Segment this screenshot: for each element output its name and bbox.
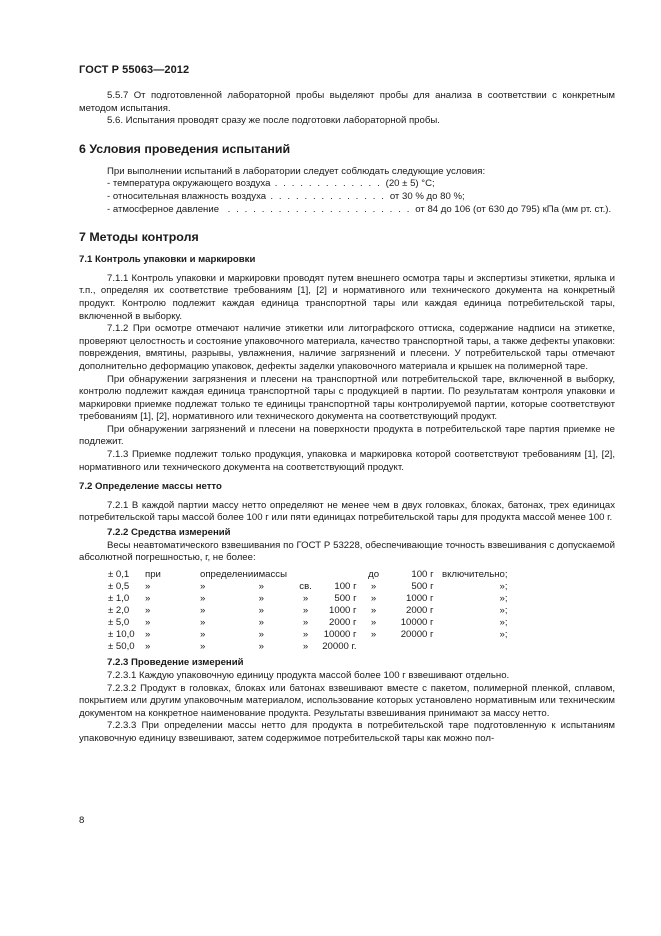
tolerance-cell: » (370, 605, 377, 617)
tolerance-cell: » (200, 580, 206, 592)
tolerance-cell (320, 569, 361, 581)
tolerance-cell: » (370, 629, 377, 641)
tolerance-cell: 20000 г. (322, 641, 357, 653)
tolerance-cell (292, 569, 320, 581)
tolerance-row (108, 581, 508, 593)
paragraph-7-1-2-b: При обнаружении загрязнения и плесени на транспортной или потребительской таре, включенной в выборку, контролю подлежит каждая единица транспортной тары с продукцией в партии. По результатам контроля упаковки и маркировки приемке подлежат только те единицы транспортной тары контролируемой партии, которые соответствуют требованиям [1], [2], нормативного или технического документа на соответствующий продукт. (79, 373, 615, 423)
tolerance-cell: » (200, 629, 206, 641)
tolerance-cell: включительно; (442, 568, 508, 580)
condition-dots: . . . . . . . . . . . . . (270, 178, 386, 190)
tolerance-cell: » (200, 593, 206, 604)
paragraph-7-2-3-2: 7.2.3.2 Продукт в головках, блоках или батонах взвешивают вместе с пакетом, полимерной пленкой, сплавом, покрытием или другим упаковочным материалом, использование которых установлено нормативным или техническим документом на конкретное наименование продукта. Результаты взвешивания принимают за массу нетто. (79, 682, 615, 719)
tolerance-cell: » (200, 641, 206, 653)
tolerance-row (108, 605, 508, 617)
tolerance-cell: » (200, 605, 206, 617)
tolerance-cell: » (145, 580, 151, 592)
tolerance-cell: ± 1,0 (108, 593, 130, 604)
tolerance-cell: »; (499, 605, 508, 617)
paragraph-7-2-3-1: 7.2.3.1 Каждую упаковочную единицу продукта массой более 100 г взвешивают отдельно. (107, 670, 510, 682)
paragraph-7-2-3-3: 7.2.3.3 При определении массы нетто для продукта в потребительской таре подготовленную к испытаниям упаковочную единицу взвешивают, затем содержимое потребительской тары как можно пол- (79, 720, 615, 745)
page-content (79, 90, 615, 746)
tolerance-cell: » (145, 605, 151, 617)
tolerance-cell: » (370, 593, 377, 604)
tolerance-row (108, 569, 508, 581)
paragraph-5-5-7: 5.5.7 От подготовленной лабораторной пробы выделяют пробы для анализа в соответствии с конкретным методом испытания. (79, 90, 615, 114)
condition-value: от 30 % до 80 %; (389, 190, 465, 202)
tolerance-row (108, 617, 508, 629)
section-6-title: 6 Условия проведения испытаний (79, 141, 291, 156)
conditions-list (79, 178, 615, 216)
tolerance-cell: » (370, 580, 377, 592)
tolerance-cell: 100 г (334, 580, 357, 592)
tolerance-cell: » (302, 629, 309, 641)
tolerance-cell (438, 641, 508, 653)
tolerance-cell: ± 10,0 (108, 629, 135, 641)
tolerance-cell: » (200, 617, 206, 629)
section-7-1-title: 7.1 Контроль упаковки и маркировки (79, 254, 256, 266)
tolerance-cell: 2000 г (329, 617, 357, 629)
paragraph-7-1-1: 7.1.1 Контроль упаковки и маркировки проводят путем внешнего осмотра тары и экспертизы этикетки, ярлыка и т.п., определяя их соответствие требованиям [1], [2] и нормативного или технического документа на конкретный продукт. Контролю подлежит каждая единица транспортной тары или каждая единица потребительской тары, включенной в выборку. (79, 272, 615, 322)
paragraph-7-2-1: 7.2.1 В каждой партии массу нетто определяют не менее чем в двух головках, блоках, батонах, трех единицах потребительской тары массой более 100 г или пяти единицах потребительской тары для продукта массой менее 100 г. (79, 499, 615, 524)
section-7-2-title: 7.2 Определение массы нетто (79, 481, 222, 493)
tolerance-cell: 1000 г (406, 593, 434, 604)
tolerance-row (108, 593, 508, 605)
tolerance-cell: определении (200, 568, 259, 580)
tolerance-cell: св. (299, 580, 312, 592)
tolerance-row (108, 629, 508, 641)
conditions-lead: При выполнении испытаний в лаборатории следует соблюдать следующие условия: (107, 165, 486, 177)
tolerance-cell: » (302, 605, 309, 617)
condition-value: от 84 до 106 (от 630 до 795) кПа (мм рт. ст.). (415, 203, 612, 215)
condition-pressure (107, 204, 615, 217)
tolerance-cell: » (370, 617, 377, 629)
tolerance-cell: ± 2,0 (108, 605, 130, 617)
tolerance-cell: при (145, 568, 161, 580)
tolerance-cell: »; (499, 629, 508, 641)
tolerance-cell: ± 50,0 (108, 641, 135, 653)
condition-label: - атмосферное давление (107, 203, 220, 215)
paragraph-7-1-3: 7.1.3 Приемке подлежит только продукция, упаковка и маркировка которой соответствуют требованиям [1], [2], нормативного или технического документа на соответствующий продукт. (79, 449, 615, 473)
tolerance-cell: 100 г (411, 568, 434, 580)
tolerance-cell: ± 0,1 (108, 568, 130, 580)
paragraph-7-2-2: Весы неавтоматического взвешивания по ГОСТ Р 53228, обеспечивающие точность взвешивания с допускаемой абсолютной погрешностью, г, не более: (79, 539, 615, 564)
tolerance-cell: ± 0,5 (108, 580, 130, 592)
tolerance-cell: 2000 г (406, 605, 434, 617)
tolerance-cell: » (258, 617, 264, 629)
paragraph-7-1-2: 7.1.2 При осмотре отмечают наличие этикетки или литографского оттиска, содержание надписи на этикетке, проверяют целостность и состояние упаковочного материала, качество транспортной тары, а также дефекты упаковки: повреждения, вмятины, разрывы, увлажнения, наличие загрязнений и плесени. У потребительской тары отмечают дополнительно деформацию упаковок, дефекты заделки упаковочного материала и крышек на полимерной таре. (79, 323, 615, 372)
tolerance-cell: » (302, 641, 309, 653)
document-header: ГОСТ Р 55063—2012 (79, 64, 190, 76)
tolerance-cell: 500 г (411, 580, 434, 592)
tolerance-cell: 1000 г (329, 605, 357, 617)
tolerance-table (108, 569, 508, 654)
tolerance-row (108, 641, 508, 653)
condition-dots: . . . . . . . . . . . . . . (266, 190, 390, 202)
tolerance-cell (387, 641, 438, 653)
tolerance-cell: »; (499, 593, 508, 604)
tolerance-cell: » (258, 593, 264, 604)
condition-label: - температура окружающего воздуха (107, 178, 271, 190)
condition-label: - относительная влажность воздуха (107, 190, 267, 202)
section-7-title: 7 Методы контроля (79, 230, 199, 245)
tolerance-cell: » (302, 617, 309, 629)
tolerance-cell: » (258, 580, 264, 592)
tolerance-cell: » (258, 641, 264, 653)
tolerance-cell (361, 641, 387, 653)
tolerance-cell: 20000 г (400, 629, 434, 641)
paragraph-5-6: 5.6. Испытания проводят сразу же после подготовки лабораторной пробы. (107, 115, 440, 127)
tolerance-cell: »; (499, 617, 508, 629)
section-7-2-3-title: 7.2.3 Проведение измерений (107, 657, 244, 669)
condition-humidity (107, 191, 615, 204)
tolerance-cell: » (145, 629, 151, 641)
paragraph-7-1-2-c: При обнаружении загрязнений и плесени на поверхности продукта в потребительской таре партия приемке не подлежит. (79, 423, 615, 448)
tolerance-cell: » (145, 593, 151, 604)
condition-value: (20 ± 5) °С; (385, 178, 435, 190)
page-number: 8 (79, 815, 85, 826)
tolerance-cell: ± 5,0 (108, 617, 130, 629)
tolerance-cell: » (258, 629, 264, 641)
condition-dots: . . . . . . . . . . . . . . . . . . . . . . (219, 203, 416, 215)
tolerance-cell: »; (499, 580, 508, 592)
tolerance-cell: 500 г (334, 593, 357, 604)
tolerance-cell: » (258, 605, 264, 617)
tolerance-cell: до (368, 568, 380, 580)
tolerance-cell: 10000 г (400, 617, 434, 629)
section-7-2-2-title: 7.2.2 Средства измерений (107, 527, 231, 539)
tolerance-cell: » (145, 617, 151, 629)
condition-temperature (107, 178, 615, 191)
tolerance-cell: » (145, 641, 151, 653)
tolerance-cell: 10000 г (323, 629, 357, 641)
tolerance-cell: » (302, 593, 309, 604)
tolerance-cell: массы (258, 568, 287, 580)
